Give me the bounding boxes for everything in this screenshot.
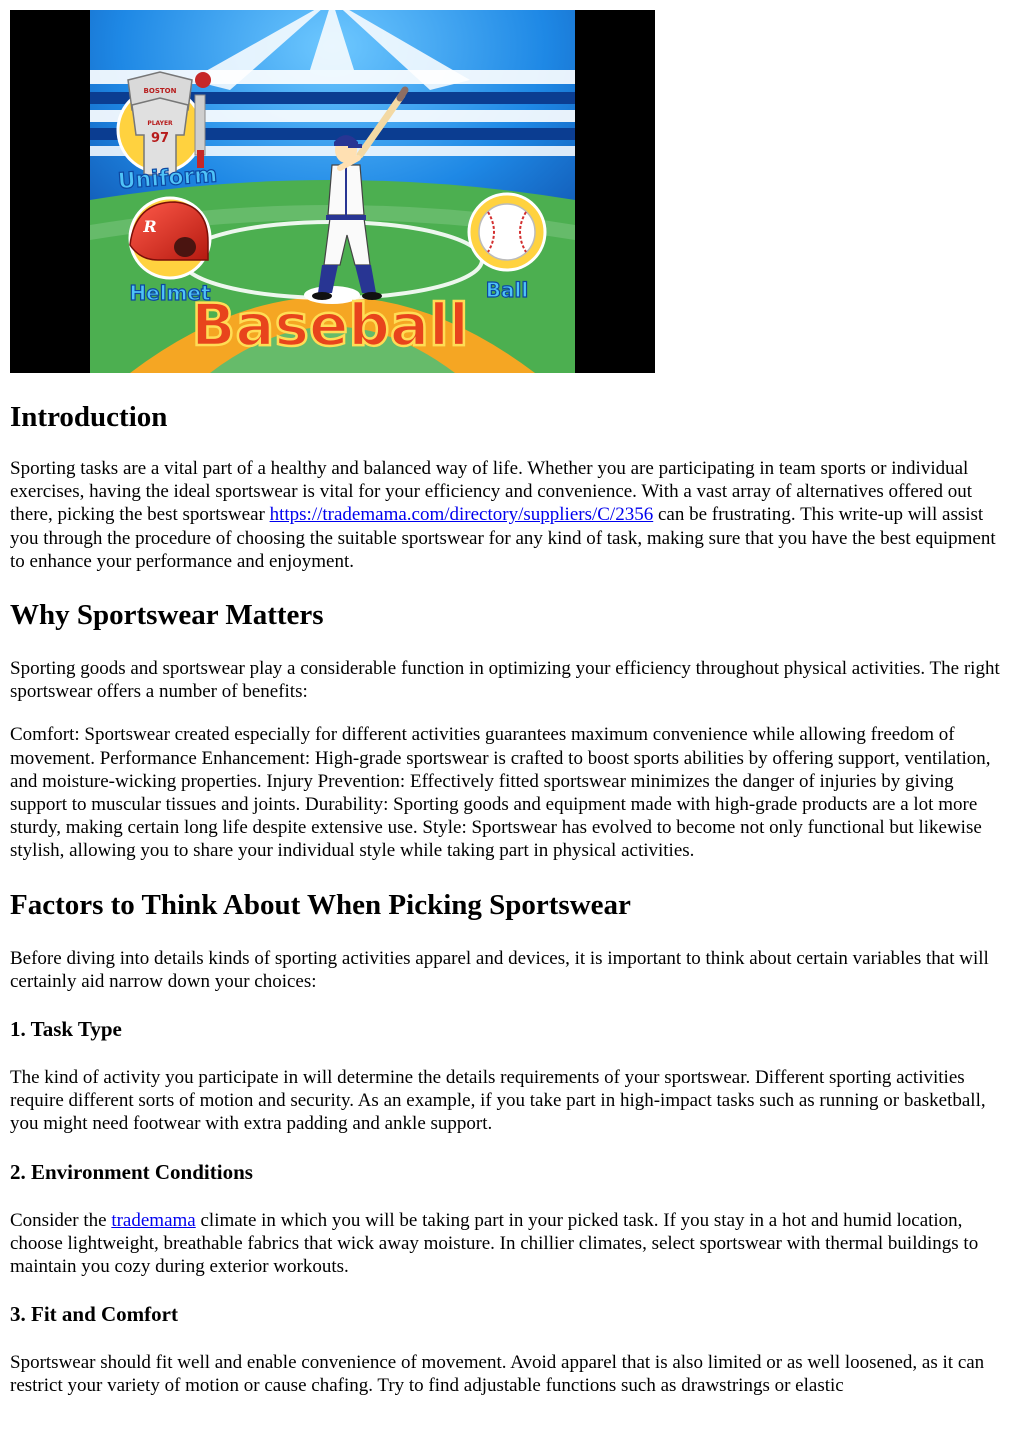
intro-text-start: Sporting tasks are a vital part of a healthy and balanced way of life. Whether you are participating in team sports or individual exercises, having the ideal sportswear is vital for your efficiency and convenience. With a vast array of alternatives offered out there, picking the best sportswear — [10, 458, 973, 526]
baseball-icon — [469, 194, 545, 270]
intro-paragraph — [10, 457, 1014, 573]
fit-paragraph: Sportswear should fit well and enable convenience of movement. Avoid apparel that is also limited or as well loosened, as it can restrict your variety of motion or cause chafing. Try to find adjustable functions such as drawstrings or elastic — [10, 1352, 985, 1397]
environment-text-end: climate in which you will be taking part in your picked task. If you stay in a hot and humid location, choose lightweight, breathable fabrics that wick away moisture. In chillier climates, select sportswear with thermal buildings to maintain you cozy during exterior workouts. — [10, 1209, 979, 1278]
trademama-directory-link[interactable]: https://trademama.com/directory/suppliers/C/2356 — [269, 504, 654, 526]
svg-text:97: 97 — [150, 131, 170, 146]
helmet-icon — [130, 198, 210, 278]
uniform-label: Uniform — [117, 162, 219, 195]
svg-text:R: R — [143, 217, 157, 236]
hero-title: Baseball — [191, 291, 469, 359]
hero-image — [10, 10, 655, 373]
task-type-paragraph: The kind of activity you participate in will determine the details requirements of your sportswear. Different sporting activities require different sorts of motion and security. As an example, if you take part in high-impact tasks such as running or basketball, you might need footwear with extra padding and ankle support. — [10, 1067, 986, 1135]
factors-paragraph: Before diving into details kinds of sporting activities apparel and devices, it is important to think about certain variables that will certainly aid narrow down your choices: — [10, 947, 989, 992]
task-type-heading: 1. Task Type — [10, 1017, 122, 1042]
environment-paragraph — [10, 1209, 1014, 1279]
why-paragraph-2: Comfort: Sportswear created especially for different activities guarantees maximum convenience while allowing freedom of movement. Performance Enhancement: High-grade sportswear is crafted to boost sports abilities by offering support, ventilation, and moisture-wicking properties. Injury Prevention: Effectively fitted sportswear minimizes the danger of injuries by giving support to muscular tissues and joints. Durability: Sporting goods and equipment made with high-grade products are a lot more sturdy, making certain long life despite extensive use. Style: Sportswear has evolved to become not only functional but likewise stylish, allowing you to share your individual style while taking part in physical activities. — [10, 724, 991, 862]
intro-text-end: can be frustrating. This write-up will assist you through the procedure of choosing the suitable sportswear for any kind of task, making sure that you have the best equipment to enhance your performance and enjoyment. — [10, 504, 996, 572]
factors-heading: Factors to Think About When Picking Sportswear — [10, 888, 631, 921]
environment-text-start: Consider the — [10, 1209, 112, 1231]
trademama-link[interactable]: trademama — [111, 1209, 196, 1231]
why-paragraph-1: Sporting goods and sportswear play a considerable function in optimizing your efficiency throughout physical activities. The right sportswear offers a number of benefits: — [10, 658, 1000, 703]
article — [10, 0, 1014, 1398]
intro-heading: Introduction — [10, 401, 168, 433]
svg-text:BOSTON: BOSTON — [143, 87, 177, 95]
why-heading: Why Sportswear Matters — [10, 599, 324, 632]
environment-heading: 2. Environment Conditions — [10, 1159, 253, 1184]
ball-label: Ball — [485, 278, 529, 302]
helmet-label: Helmet — [129, 281, 211, 305]
svg-text:PLAYER: PLAYER — [147, 120, 173, 127]
fit-heading: 3. Fit and Comfort — [10, 1302, 178, 1327]
